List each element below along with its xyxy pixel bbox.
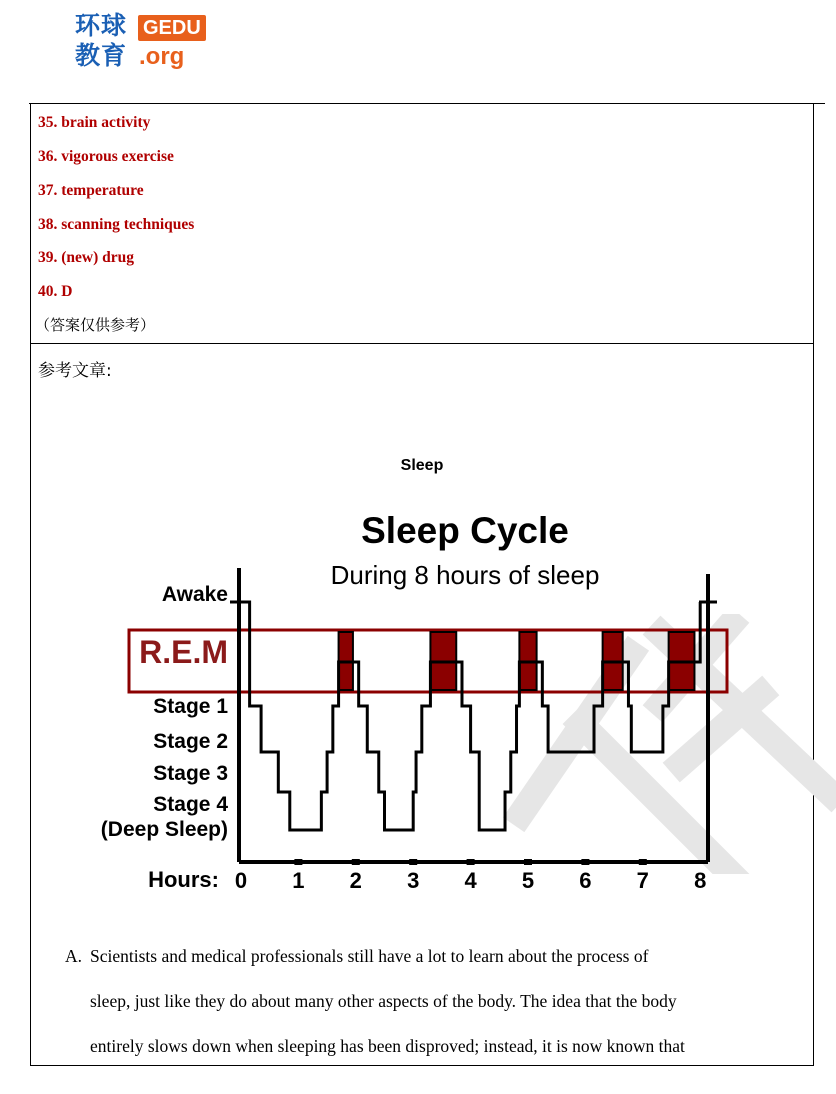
sleep-line bbox=[241, 602, 700, 830]
y-level-label: Awake bbox=[161, 583, 228, 606]
paragraph-line: Scientists and medical professionals still have a lot to learn about the process of bbox=[90, 946, 649, 966]
x-tick-mark bbox=[294, 859, 302, 865]
logo-brand: GEDU bbox=[138, 15, 206, 41]
answer-box bbox=[30, 104, 814, 344]
x-tick-mark bbox=[352, 859, 360, 865]
y-level-label: Stage 1 bbox=[153, 695, 228, 718]
reference-label: 参考文章: bbox=[38, 361, 112, 381]
paragraph-line: entirely slows down when sleeping has been disproved; instead, it is now known that bbox=[90, 1036, 685, 1056]
passage-box bbox=[30, 344, 814, 1066]
logo-text-line2: 教育 bbox=[75, 41, 128, 70]
answer-37: 37. temperature bbox=[38, 182, 144, 199]
paragraph-label: A. bbox=[65, 946, 83, 966]
x-tick-label: 7 bbox=[636, 868, 649, 893]
paragraph-line: sleep, just like they do about many other aspects of the body. The idea that the body bbox=[90, 991, 677, 1011]
x-tick-mark bbox=[581, 859, 589, 865]
y-level-label: R.E.M bbox=[139, 634, 228, 670]
x-tick-label: 8 bbox=[694, 868, 707, 893]
x-tick-label: 0 bbox=[234, 868, 248, 893]
answer-36: 36. vigorous exercise bbox=[38, 148, 174, 165]
answer-39: 39. (new) drug bbox=[38, 249, 135, 266]
sleep-cycle-chart bbox=[81, 496, 781, 906]
chart-subtitle: During 8 hours of sleep bbox=[330, 560, 600, 590]
answer-note: （答案仅供参考） bbox=[35, 316, 156, 334]
x-tick-mark bbox=[639, 859, 647, 865]
y-level-label: Stage 4 bbox=[153, 793, 228, 816]
x-tick-mark bbox=[467, 859, 475, 865]
x-tick-label: 5 bbox=[521, 868, 535, 893]
x-tick-mark bbox=[409, 859, 417, 865]
logo-domain: .org bbox=[139, 43, 185, 70]
y-level-label: Stage 3 bbox=[153, 762, 228, 785]
x-tick-label: 1 bbox=[292, 868, 305, 893]
answer-38: 38. scanning techniques bbox=[38, 216, 195, 233]
y-level-label: Stage 2 bbox=[153, 730, 228, 753]
answer-40: 40. D bbox=[38, 283, 73, 300]
gedu-logo bbox=[75, 12, 215, 72]
y-level-label: (Deep Sleep) bbox=[100, 818, 228, 841]
x-tick-mark bbox=[524, 859, 532, 865]
x-tick-label: 4 bbox=[464, 868, 477, 893]
x-axis-label: Hours: bbox=[148, 867, 219, 892]
chart-title: Sleep Cycle bbox=[361, 510, 569, 551]
x-tick-label: 3 bbox=[407, 868, 420, 893]
x-tick-label: 6 bbox=[579, 868, 592, 893]
answer-35: 35. brain activity bbox=[38, 114, 151, 131]
x-tick-label: 2 bbox=[349, 868, 362, 893]
logo-text-line1: 环球 bbox=[75, 11, 128, 40]
section-title: Sleep bbox=[400, 457, 444, 474]
